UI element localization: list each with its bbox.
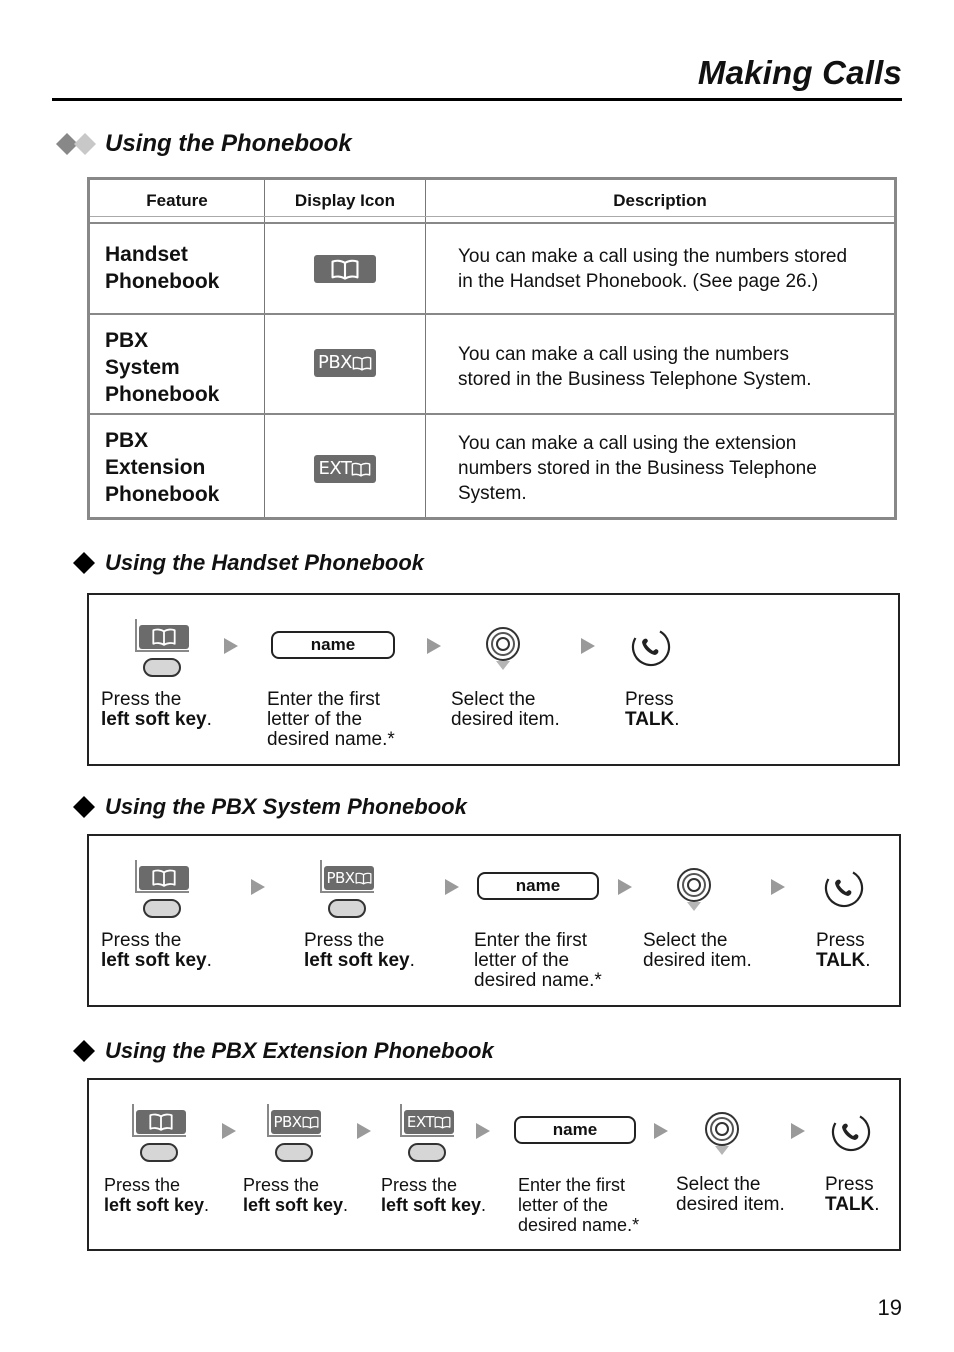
page-title: Making Calls [697,54,902,91]
double-diamond-icon [55,132,99,156]
feature-pbx-system-phonebook: PBX System Phonebook [105,329,220,406]
arrow-right-icon [224,638,238,654]
step-press-left-soft-key: Press the left soft key. [101,930,212,971]
step-press-left-soft-key: Press the left soft key. [381,1175,487,1215]
diamond-icon [72,551,96,575]
ext-book-icon: EXT [314,455,376,483]
step-select-item: Select the desired item. [676,1174,785,1215]
header-description: Description [613,191,707,210]
arrow-right-icon [476,1123,490,1139]
step-press-talk: Press TALK. [625,689,680,730]
title-rule [52,98,902,101]
book-icon [314,255,376,283]
name-entry-icon: name [514,1116,636,1144]
left-soft-key-icon [130,1104,190,1160]
name-entry-icon: name [271,631,395,659]
talk-key-icon [831,1112,871,1152]
description-pbx-system: You can make a call using the numbers stored in the Business Telephone System. [458,344,812,390]
navigator-wheel-icon [483,626,523,672]
arrow-right-icon [222,1123,236,1139]
arrow-right-icon [618,879,632,895]
navigator-wheel-icon [702,1111,742,1157]
talk-key-icon [824,868,864,908]
feature-handset-phonebook: Handset Phonebook [105,243,220,293]
arrow-right-icon [771,879,785,895]
pbx-system-phonebook-heading: Using the PBX System Phonebook [105,794,467,819]
pbx-extension-phonebook-heading: Using the PBX Extension Phonebook [105,1038,494,1063]
step-enter-first-letter: Enter the first letter of the desired name.* [474,930,602,991]
step-press-talk: Press TALK. [816,930,871,971]
step-enter-first-letter: Enter the first letter of the desired name.* [267,689,395,750]
left-soft-key-icon [133,619,193,675]
phonebook-table [87,177,897,520]
diamond-icon [72,1039,96,1063]
step-press-left-soft-key: Press the left soft key. [243,1175,349,1215]
arrow-right-icon [251,879,265,895]
description-handset: You can make a call using the numbers stored in the Handset Phonebook. (See page 26.) [458,246,848,292]
step-select-item: Select the desired item. [451,689,560,730]
step-press-left-soft-key: Press the left soft key. [101,689,212,730]
step-press-left-soft-key: Press the left soft key. [304,930,415,971]
arrow-right-icon [654,1123,668,1139]
step-enter-first-letter: Enter the first letter of the desired name.* [518,1175,640,1235]
left-soft-key-pbx-icon: PBX [318,860,378,916]
handset-phonebook-steps [87,593,900,766]
left-soft-key-icon [133,860,193,916]
section-title: Using the Phonebook [105,130,352,157]
handset-phonebook-heading: Using the Handset Phonebook [105,550,425,575]
header-display-icon: Display Icon [294,191,396,210]
pbx-extension-phonebook-steps [87,1078,901,1251]
arrow-right-icon [791,1123,805,1139]
step-select-item: Select the desired item. [643,930,752,971]
talk-key-icon [631,627,671,667]
diamond-icon [72,795,96,819]
arrow-right-icon [427,638,441,654]
navigator-wheel-icon [674,867,714,913]
feature-pbx-extension-phonebook: PBX Extension Phonebook [105,429,220,506]
pbx-book-icon: PBX [314,349,376,377]
left-soft-key-pbx-icon: PBX [265,1104,325,1160]
page-number: 19 [877,1295,902,1320]
step-press-talk: Press TALK. [825,1174,880,1215]
description-pbx-extension: You can make a call using the extension numbers stored in the Business Telephone System. [458,433,817,504]
step-press-left-soft-key: Press the left soft key. [104,1175,210,1215]
left-soft-key-ext-icon: EXT [398,1104,458,1160]
header-feature: Feature [146,191,208,210]
name-entry-icon: name [477,872,599,900]
arrow-right-icon [445,879,459,895]
arrow-right-icon [357,1123,371,1139]
arrow-right-icon [581,638,595,654]
